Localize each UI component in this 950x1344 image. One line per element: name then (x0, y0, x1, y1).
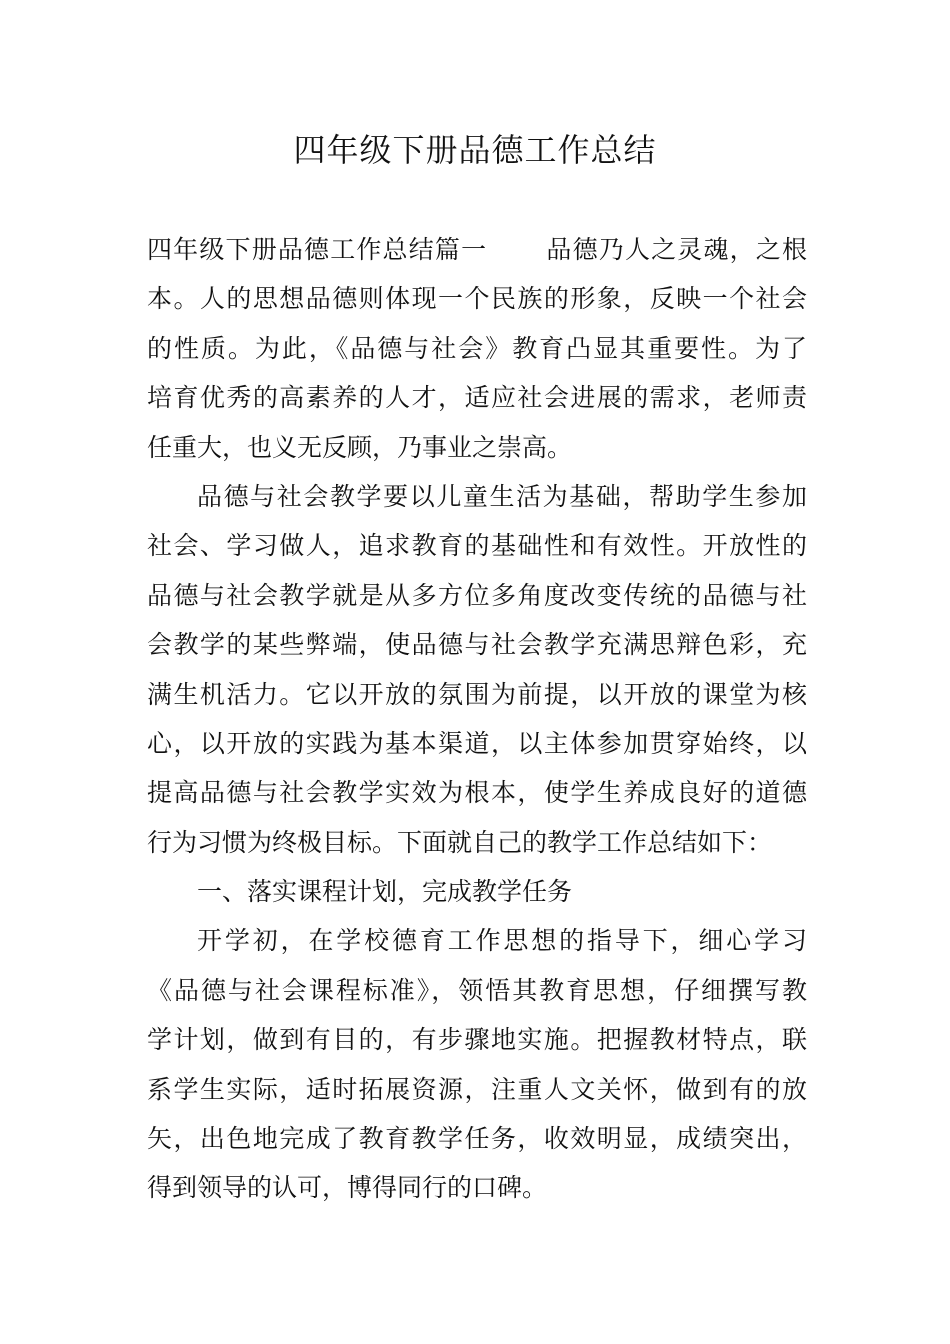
paragraph-line: 提高品德与社会教学实效为根本，使学生养成良好的道德 (147, 778, 807, 808)
paragraph-line: 得到领导的认可，博得同行的口碑。 (147, 1173, 548, 1203)
paragraph-line: 满生机活力。它以开放的氛围为前提，以开放的课堂为核 (147, 679, 807, 709)
paragraph-line: 行为习惯为终极目标。下面就自己的教学工作总结如下： (147, 827, 773, 857)
paragraph-line: 任重大，也义无反顾，乃事业之崇高。 (147, 432, 573, 462)
paragraph-text: 品德乃人之灵魂，之根 (545, 235, 807, 264)
section-heading-inline: 四年级下册品德工作总结篇一 (147, 235, 488, 264)
paragraph-line: 本。人的思想品德则体现一个民族的形象，反映一个社会 (147, 284, 807, 314)
paragraph-line: 学计划，做到有目的，有步骤地实施。把握教材特点，联 (147, 1025, 807, 1055)
paragraph-line: 的性质。为此，《品德与社会》教育凸显其重要性。为了 (147, 333, 807, 363)
paragraph-line: 心，以开放的实践为基本渠道，以主体参加贯穿始终，以 (147, 728, 807, 758)
paragraph-line: 《品德与社会课程标准》，领悟其教育思想，仔细撰写教 (147, 975, 807, 1005)
paragraph-line: 社会、学习做人，追求教育的基础性和有效性。开放性的 (147, 531, 807, 561)
paragraph-line: 品德与社会教学就是从多方位多角度改变传统的品德与社 (147, 580, 807, 610)
paragraph-line (147, 225, 807, 274)
document-title: 四年级下册品德工作总结 (293, 131, 657, 169)
paragraph-line: 会教学的某些弊端，使品德与社会教学充满思辩色彩，充 (147, 630, 807, 660)
paragraph-line: 培育优秀的高素养的人才，适应社会进展的需求，老师责 (147, 383, 807, 413)
paragraph-line: 矢，出色地完成了教育教学任务，收效明显，成绩突出， (147, 1124, 807, 1154)
paragraph-line: 开学初，在学校德育工作思想的指导下，细心学习 (197, 926, 807, 956)
paragraph-line: 品德与社会教学要以儿童生活为基础，帮助学生参加 (197, 481, 807, 511)
paragraph-line: 系学生实际，适时拓展资源，注重人文关怀，做到有的放 (147, 1074, 807, 1104)
document-body (147, 225, 807, 1213)
section-heading: 一、落实课程计划，完成教学任务 (197, 877, 573, 907)
